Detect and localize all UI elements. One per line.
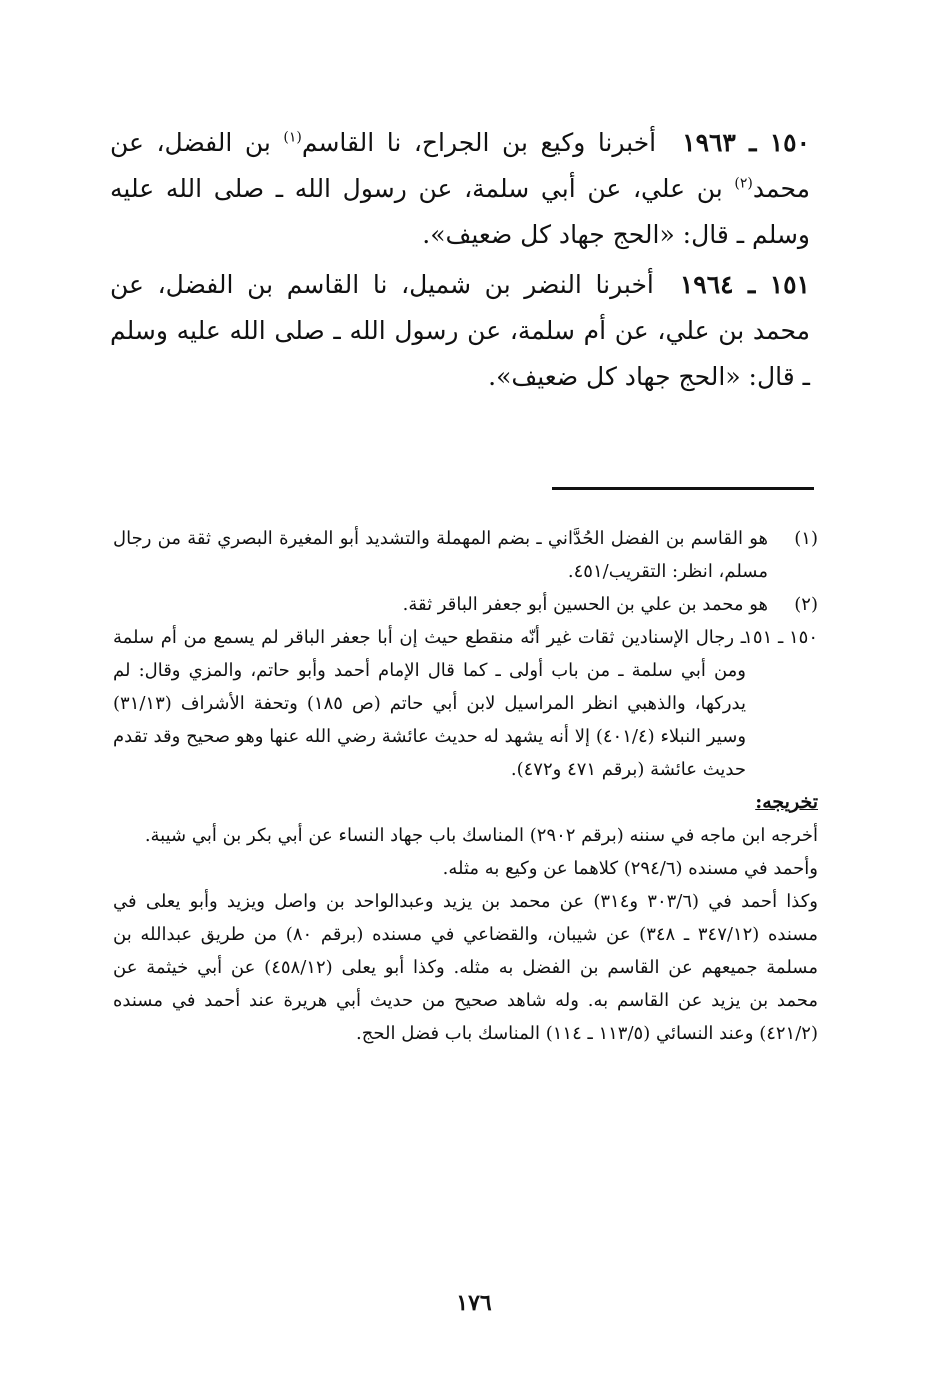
footnotes-section [113, 522, 818, 1050]
hadith-text: أخبرنا وكيع بن الجراح، نا القاسم [301, 128, 657, 157]
hadith-text-mid: بن الفضل، عن محمد [110, 128, 810, 203]
hadith-1963 [110, 120, 810, 258]
page-number: ١٧٦ [456, 1290, 492, 1316]
isnad-commentary [113, 621, 818, 786]
footnote-key: ١٥٠ ـ ١٥١ [743, 627, 818, 648]
footnote-key: (١) [794, 528, 818, 549]
hadith-text-end: بن علي، عن أبي سلمة، عن رسول الله ـ صلى الله عليه وسلم ـ قال: «الحج جهاد كل ضعيف». [110, 174, 810, 249]
footnote-2 [113, 588, 818, 621]
hadith-1964 [110, 262, 810, 400]
footnote-divider [552, 487, 814, 490]
footnote-1 [113, 522, 818, 588]
hadith-number: ١٥١ ـ ١٩٦٤ [679, 270, 810, 299]
hadith-number: ١٥٠ ـ ١٩٦٣ [682, 128, 811, 157]
footnote-text: هو محمد بن علي بن الحسين أبو جعفر الباقر ثقة. [402, 594, 768, 615]
footnote-ref-2: (٢) [734, 175, 753, 192]
footnote-text: ـ رجال الإسنادين ثقات غير أنّه منقطع حيث إن أبا جعفر الباقر لم يسمع من أم سلمة ومن أبي سلمة ـ من باب أولى ـ كما قال الإمام أحمد وأبو حاتم، والمزي وقال: لم يدركها، والذهبي انظر المراسيل لابن أبي حاتم (ص ١٨٥) وتحفة الأشراف (٣١/١٣) وسير النبلاء (٤٠١/٤) إلا أنه يشهد له حديث عائشة رضي الله عنها وهو صحيح وقد تقدم حديث عائشة (برقم ٤٧١ و٤٧٢). [113, 627, 747, 780]
takhrij-paragraph: وكذا أحمد في (٣٠٣/٦ و٣١٤) عن محمد بن يزيد وعبدالواحد بن واصل ويزيد وأبو يعلى في مسنده (٣٤٧/١٢ ـ ٣٤٨) عن شيبان، والقضاعي في مسنده (برقم ٨٠) من طريق عبدالله بن مسلمة جميعهم عن القاسم بن الفضل به مثله. وكذا أبو يعلى (٤٥٨/١٢) عن أبي خيثمة عن محمد بن يزيد عن القاسم به. وله شاهد صحيح من حديث أبي هريرة عند أحمد في مسنده (٤٢١/٢) وعند النسائي (١١٣/٥ ـ ١١٤) المناسك باب فضل الحج. [113, 891, 819, 1044]
hadith-text: أخبرنا النضر بن شميل، نا القاسم بن الفضل، عن محمد بن علي، عن أم سلمة، عن رسول الله ـ صلى الله عليه وسلم ـ قال: «الحج جهاد كل ضعيف». [110, 270, 810, 391]
takhrij-paragraph: وأحمد في مسنده (٢٩٤/٦) كلاهما عن وكيع به مثله. [442, 858, 818, 879]
footnote-text: هو القاسم بن الفضل الحُدَّاني ـ بضم المهملة والتشديد أبو المغيرة البصري ثقة من رجال مسلم، انظر: التقريب/٤٥١. [113, 528, 768, 582]
takhrij-paragraph: أخرجه ابن ماجه في سننه (برقم ٢٩٠٢) المناسك باب جهاد النساء عن أبي بكر بن أبي شيبة. [144, 825, 818, 846]
footnote-key: (٢) [794, 594, 818, 615]
takhrij-heading: تخريجه: [755, 791, 818, 813]
footnote-ref-1: (١) [283, 129, 302, 146]
